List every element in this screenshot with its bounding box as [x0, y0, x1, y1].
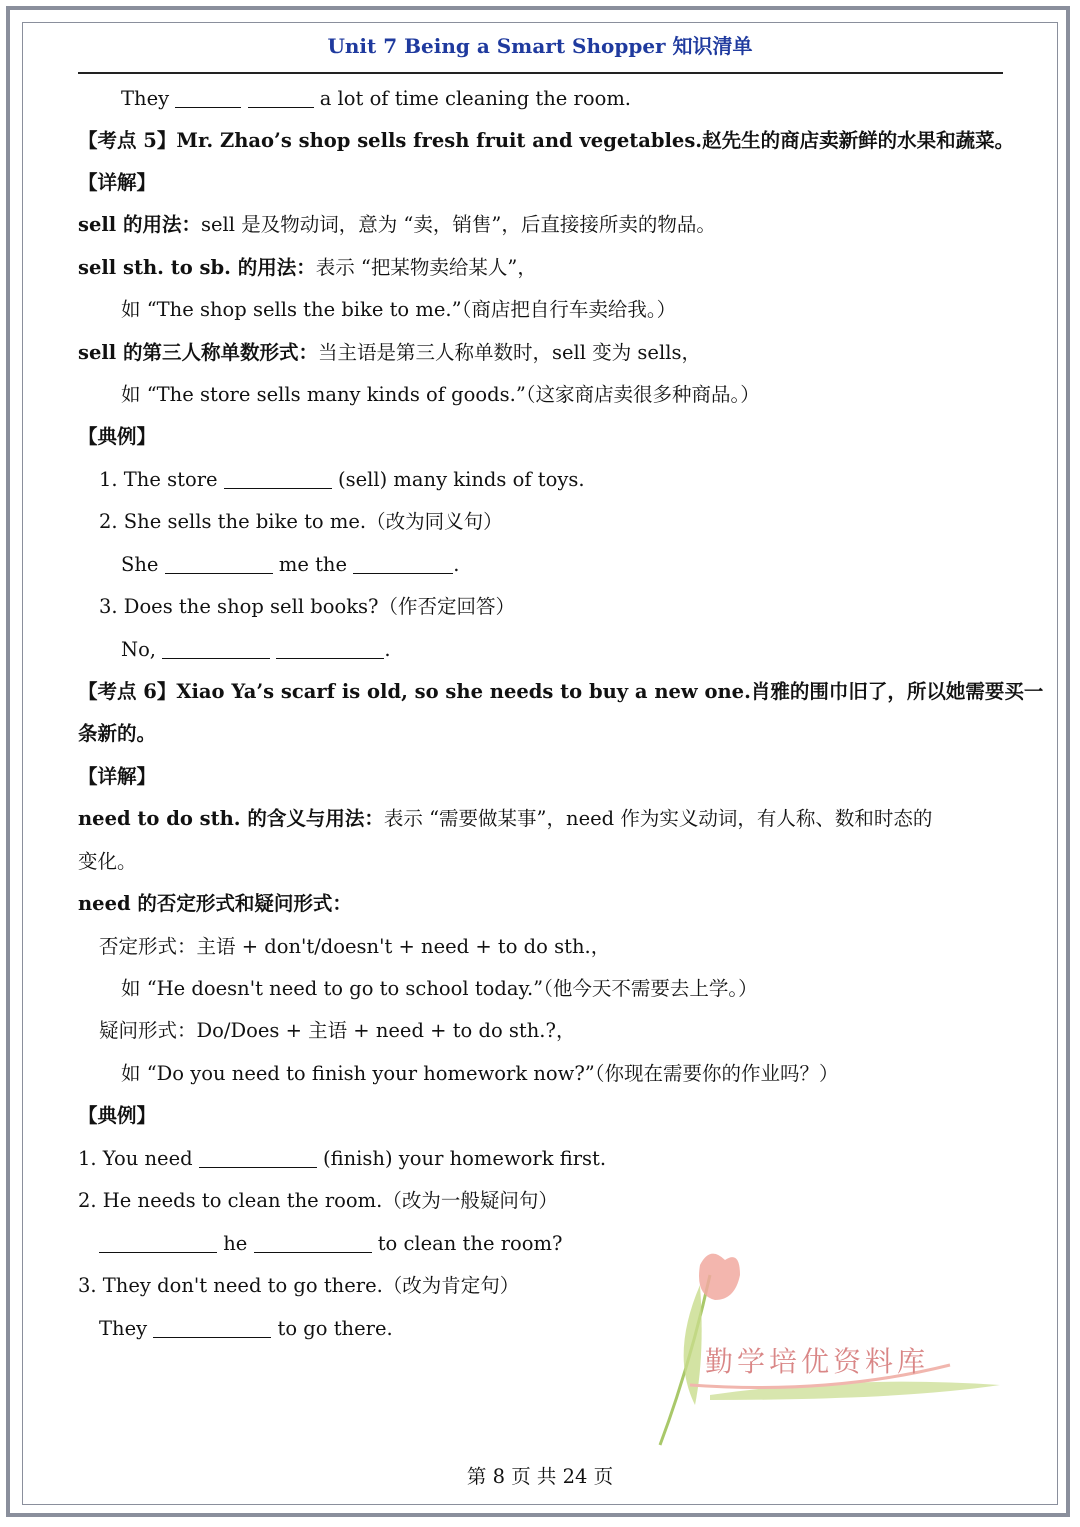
text-segment: 【考点 6】Xiao Ya’s scarf is old, so she needs to buy a new one.肖雅的围巾旧了，所以她需要买一: [78, 680, 1044, 703]
text-segment: 【详解】: [78, 171, 157, 194]
text-segment: 当主语是第三人称单数时，sell 变为 sells，: [318, 341, 701, 364]
text-line: [121, 637, 391, 663]
text-segment: need to do sth. 的含义与用法：: [78, 807, 384, 830]
text-segment: 表示 “把某物卖给某人”，: [315, 256, 537, 279]
answer-blank: [162, 638, 270, 659]
text-segment: 如 “The shop sells the bike to me.”（商店把自行车卖给我。）: [121, 298, 677, 321]
text-segment: She: [121, 553, 165, 576]
answer-blank: [353, 553, 453, 574]
text-line: [99, 467, 585, 493]
text-segment: 如 “He doesn't need to go to school today.”（他今天不需要去上学。）: [121, 977, 758, 1000]
text-line: [121, 976, 758, 1002]
text-segment: me the: [272, 553, 354, 576]
text-segment: sell 的第三人称单数形式：: [78, 341, 318, 364]
text-segment: 否定形式：主语 + don't/doesn't + need + to do sth.，: [99, 935, 611, 958]
text-segment: .: [384, 638, 391, 661]
text-line: [121, 1061, 839, 1087]
text-segment: 2. She sells the bike to me.（改为同义句）: [99, 510, 503, 533]
text-segment: 【典例】: [78, 425, 157, 448]
text-line: [121, 297, 676, 323]
text-segment: (sell) many kinds of toys.: [331, 468, 585, 491]
text-segment: They: [121, 87, 176, 110]
text-segment: 1. The store: [99, 468, 224, 491]
text-segment: sell 的用法：: [78, 213, 201, 236]
answer-blank: [175, 87, 241, 108]
text-line: [99, 1018, 575, 1044]
text-line: [78, 1273, 519, 1299]
text-line: [78, 424, 156, 450]
text-line: [78, 128, 1014, 154]
text-segment: (finish) your homework first.: [316, 1147, 607, 1170]
text-line: [78, 255, 537, 281]
text-line: [121, 382, 760, 408]
text-segment: a lot of time cleaning the room.: [313, 87, 632, 110]
text-line: [121, 552, 459, 578]
text-segment: 1. You need: [78, 1147, 199, 1170]
text-segment: to clean the room?: [371, 1232, 563, 1255]
text-line: [78, 212, 716, 238]
text-segment: 【典例】: [78, 1104, 157, 1127]
text-segment: need 的否定形式和疑问形式：: [78, 892, 352, 915]
answer-blank: [99, 1232, 217, 1253]
text-segment: 条新的。: [78, 722, 157, 745]
page-number-footer: 第 8 页 共 24 页: [466, 1465, 614, 1488]
text-line: [99, 1316, 393, 1342]
text-line: [78, 170, 156, 196]
text-segment: 变化。: [78, 850, 137, 873]
text-line: [78, 849, 137, 875]
text-segment: 2. He needs to clean the room.（改为一般疑问句）: [78, 1189, 558, 1212]
answer-blank: [276, 638, 384, 659]
answer-blank: [254, 1232, 372, 1253]
text-line: [99, 594, 515, 620]
text-segment: 表示 “需要做某事”，need 作为实义动词，有人称、数和时态的: [383, 807, 933, 830]
text-segment: 【考点 5】Mr. Zhao’s shop sells fresh fruit and vegetables.赵先生的商店卖新鲜的水果和蔬菜。: [78, 129, 1015, 152]
header-divider: [78, 72, 1003, 74]
text-line: [78, 891, 352, 917]
text-line: [99, 934, 610, 960]
text-line: [99, 1231, 562, 1257]
answer-blank: [153, 1317, 271, 1338]
text-line: [78, 1103, 156, 1129]
text-line: [78, 340, 701, 366]
text-line: [78, 764, 156, 790]
text-line: [78, 679, 1043, 705]
text-segment: 疑问形式：Do/Does + 主语 + need + to do sth.?，: [99, 1019, 576, 1042]
text-segment: No,: [121, 638, 163, 661]
text-segment: 如 “Do you need to finish your homework now?”（你现在需要你的作业吗？）: [121, 1062, 839, 1085]
text-segment: They: [99, 1317, 154, 1340]
text-segment: 如 “The store sells many kinds of goods.”（这家商店卖很多种商品。）: [121, 383, 760, 406]
text-segment: sell sth. to sb. 的用法：: [78, 256, 316, 279]
text-segment: sell 是及物动词，意为 “卖，销售”，后直接接所卖的物品。: [201, 213, 716, 236]
page-header-title: Unit 7 Being a Smart Shopper 知识清单: [327, 34, 753, 58]
text-segment: 3. They don't need to go there.（改为肯定句）: [78, 1274, 520, 1297]
text-line: [99, 509, 503, 535]
answer-blank: [248, 87, 314, 108]
text-segment: to go there.: [271, 1317, 393, 1340]
text-line: [78, 1146, 606, 1172]
text-segment: 【详解】: [78, 765, 157, 788]
text-segment: 3. Does the shop sell books?（作否定回答）: [99, 595, 516, 618]
text-line: [78, 1188, 558, 1214]
answer-blank: [224, 468, 332, 489]
answer-blank: [199, 1147, 317, 1168]
text-segment: he: [217, 1232, 254, 1255]
watermark-logo-text: 勤学培优资料库: [705, 1345, 930, 1378]
answer-blank: [165, 553, 273, 574]
text-line: [78, 721, 156, 747]
text-line: [78, 806, 932, 832]
text-line: [121, 86, 631, 112]
text-segment: .: [453, 553, 460, 576]
